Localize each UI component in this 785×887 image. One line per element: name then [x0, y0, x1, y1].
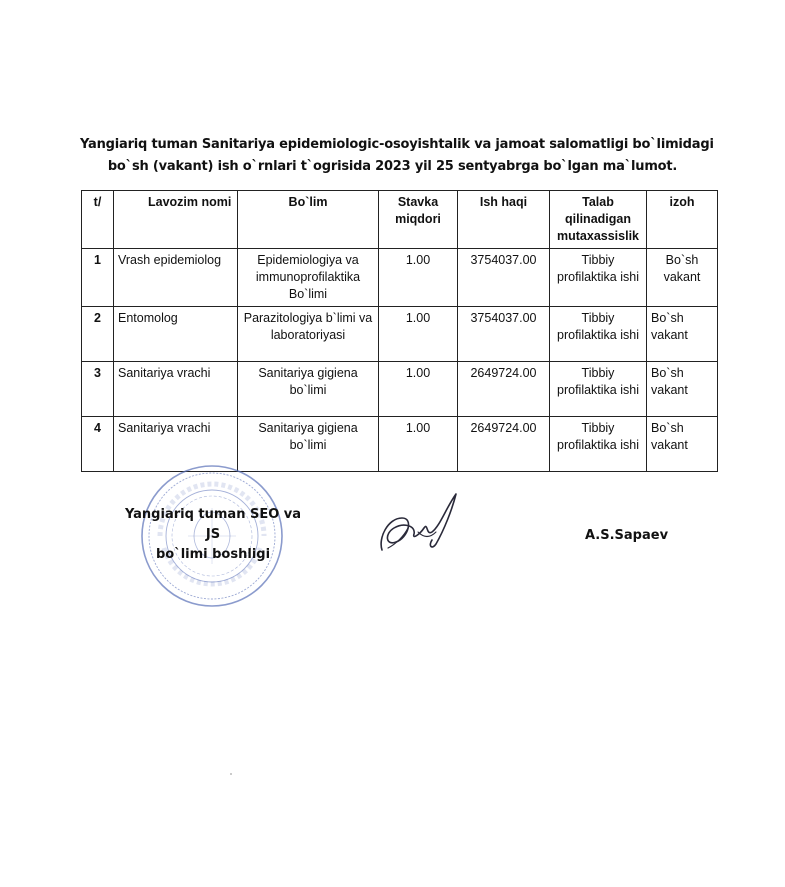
row-position: Vrash epidemiolog [114, 249, 238, 307]
row-number: 2 [82, 307, 114, 362]
header-note: izoh [647, 191, 718, 249]
row-salary: 2649724.00 [458, 362, 550, 417]
document-title [80, 134, 714, 178]
row-note: Bo`sh vakant [647, 307, 718, 362]
row-note: Bo`sh vakant [647, 417, 718, 472]
row-number: 4 [82, 417, 114, 472]
table-row [82, 249, 718, 307]
row-department: Parazitologiya b`limi va laboratoriyasi [238, 307, 379, 362]
table-header-row [82, 191, 718, 249]
row-rate: 1.00 [379, 249, 458, 307]
row-specialty: Tibbiy profilaktika ishi [550, 417, 647, 472]
row-number: 3 [82, 362, 114, 417]
table-row [82, 307, 718, 362]
row-specialty: Tibbiy profilaktika ishi [550, 307, 647, 362]
header-specialty: Talab qilinadigan mutaxassislik [550, 191, 647, 249]
scan-speck [230, 773, 232, 775]
row-department: Sanitariya gigiena bo`limi [238, 417, 379, 472]
row-department: Sanitariya gigiena bo`limi [238, 362, 379, 417]
vacancy-table [81, 190, 718, 472]
signatory-line-1: Yangiariq tuman SEO va JS [124, 507, 302, 542]
table-row [82, 362, 718, 417]
signatory-name: A.S.Sapaev [585, 528, 669, 543]
row-number: 1 [82, 249, 114, 307]
handwritten-signature-icon [374, 488, 464, 558]
row-salary: 2649724.00 [458, 417, 550, 472]
row-department: Epidemiologiya va immunoprofilaktika Bo`limi [238, 249, 379, 307]
row-specialty: Tibbiy profilaktika ishi [550, 362, 647, 417]
row-rate: 1.00 [379, 362, 458, 417]
row-position: Sanitariya vrachi [114, 417, 238, 472]
row-specialty: Tibbiy profilaktika ishi [550, 249, 647, 307]
row-note: Bo`sh vakant [647, 249, 718, 307]
row-salary: 3754037.00 [458, 307, 550, 362]
header-position: Lavozim nomi [114, 191, 238, 249]
title-line-1: Yangiariq tuman Sanitariya epidemiologic-osoyishtalik va jamoat salomatligi bo`limidagi [80, 137, 714, 152]
header-department: Bo`lim [238, 191, 379, 249]
row-rate: 1.00 [379, 417, 458, 472]
row-position: Entomolog [114, 307, 238, 362]
header-salary: Ish haqi [458, 191, 550, 249]
row-rate: 1.00 [379, 307, 458, 362]
title-line-2: bo`sh (vakant) ish o`rnlari t`ogrisida 2023 yil 25 sentyabrga bo`lgan ma`lumot. [107, 159, 678, 174]
header-number: t/ [82, 191, 114, 249]
signatory-title [118, 505, 308, 565]
row-note: Bo`sh vakant [647, 362, 718, 417]
row-salary: 3754037.00 [458, 249, 550, 307]
row-position: Sanitariya vrachi [114, 362, 238, 417]
header-rate: Stavka miqdori [379, 191, 458, 249]
signatory-line-2: bo`limi boshligi [155, 547, 271, 562]
